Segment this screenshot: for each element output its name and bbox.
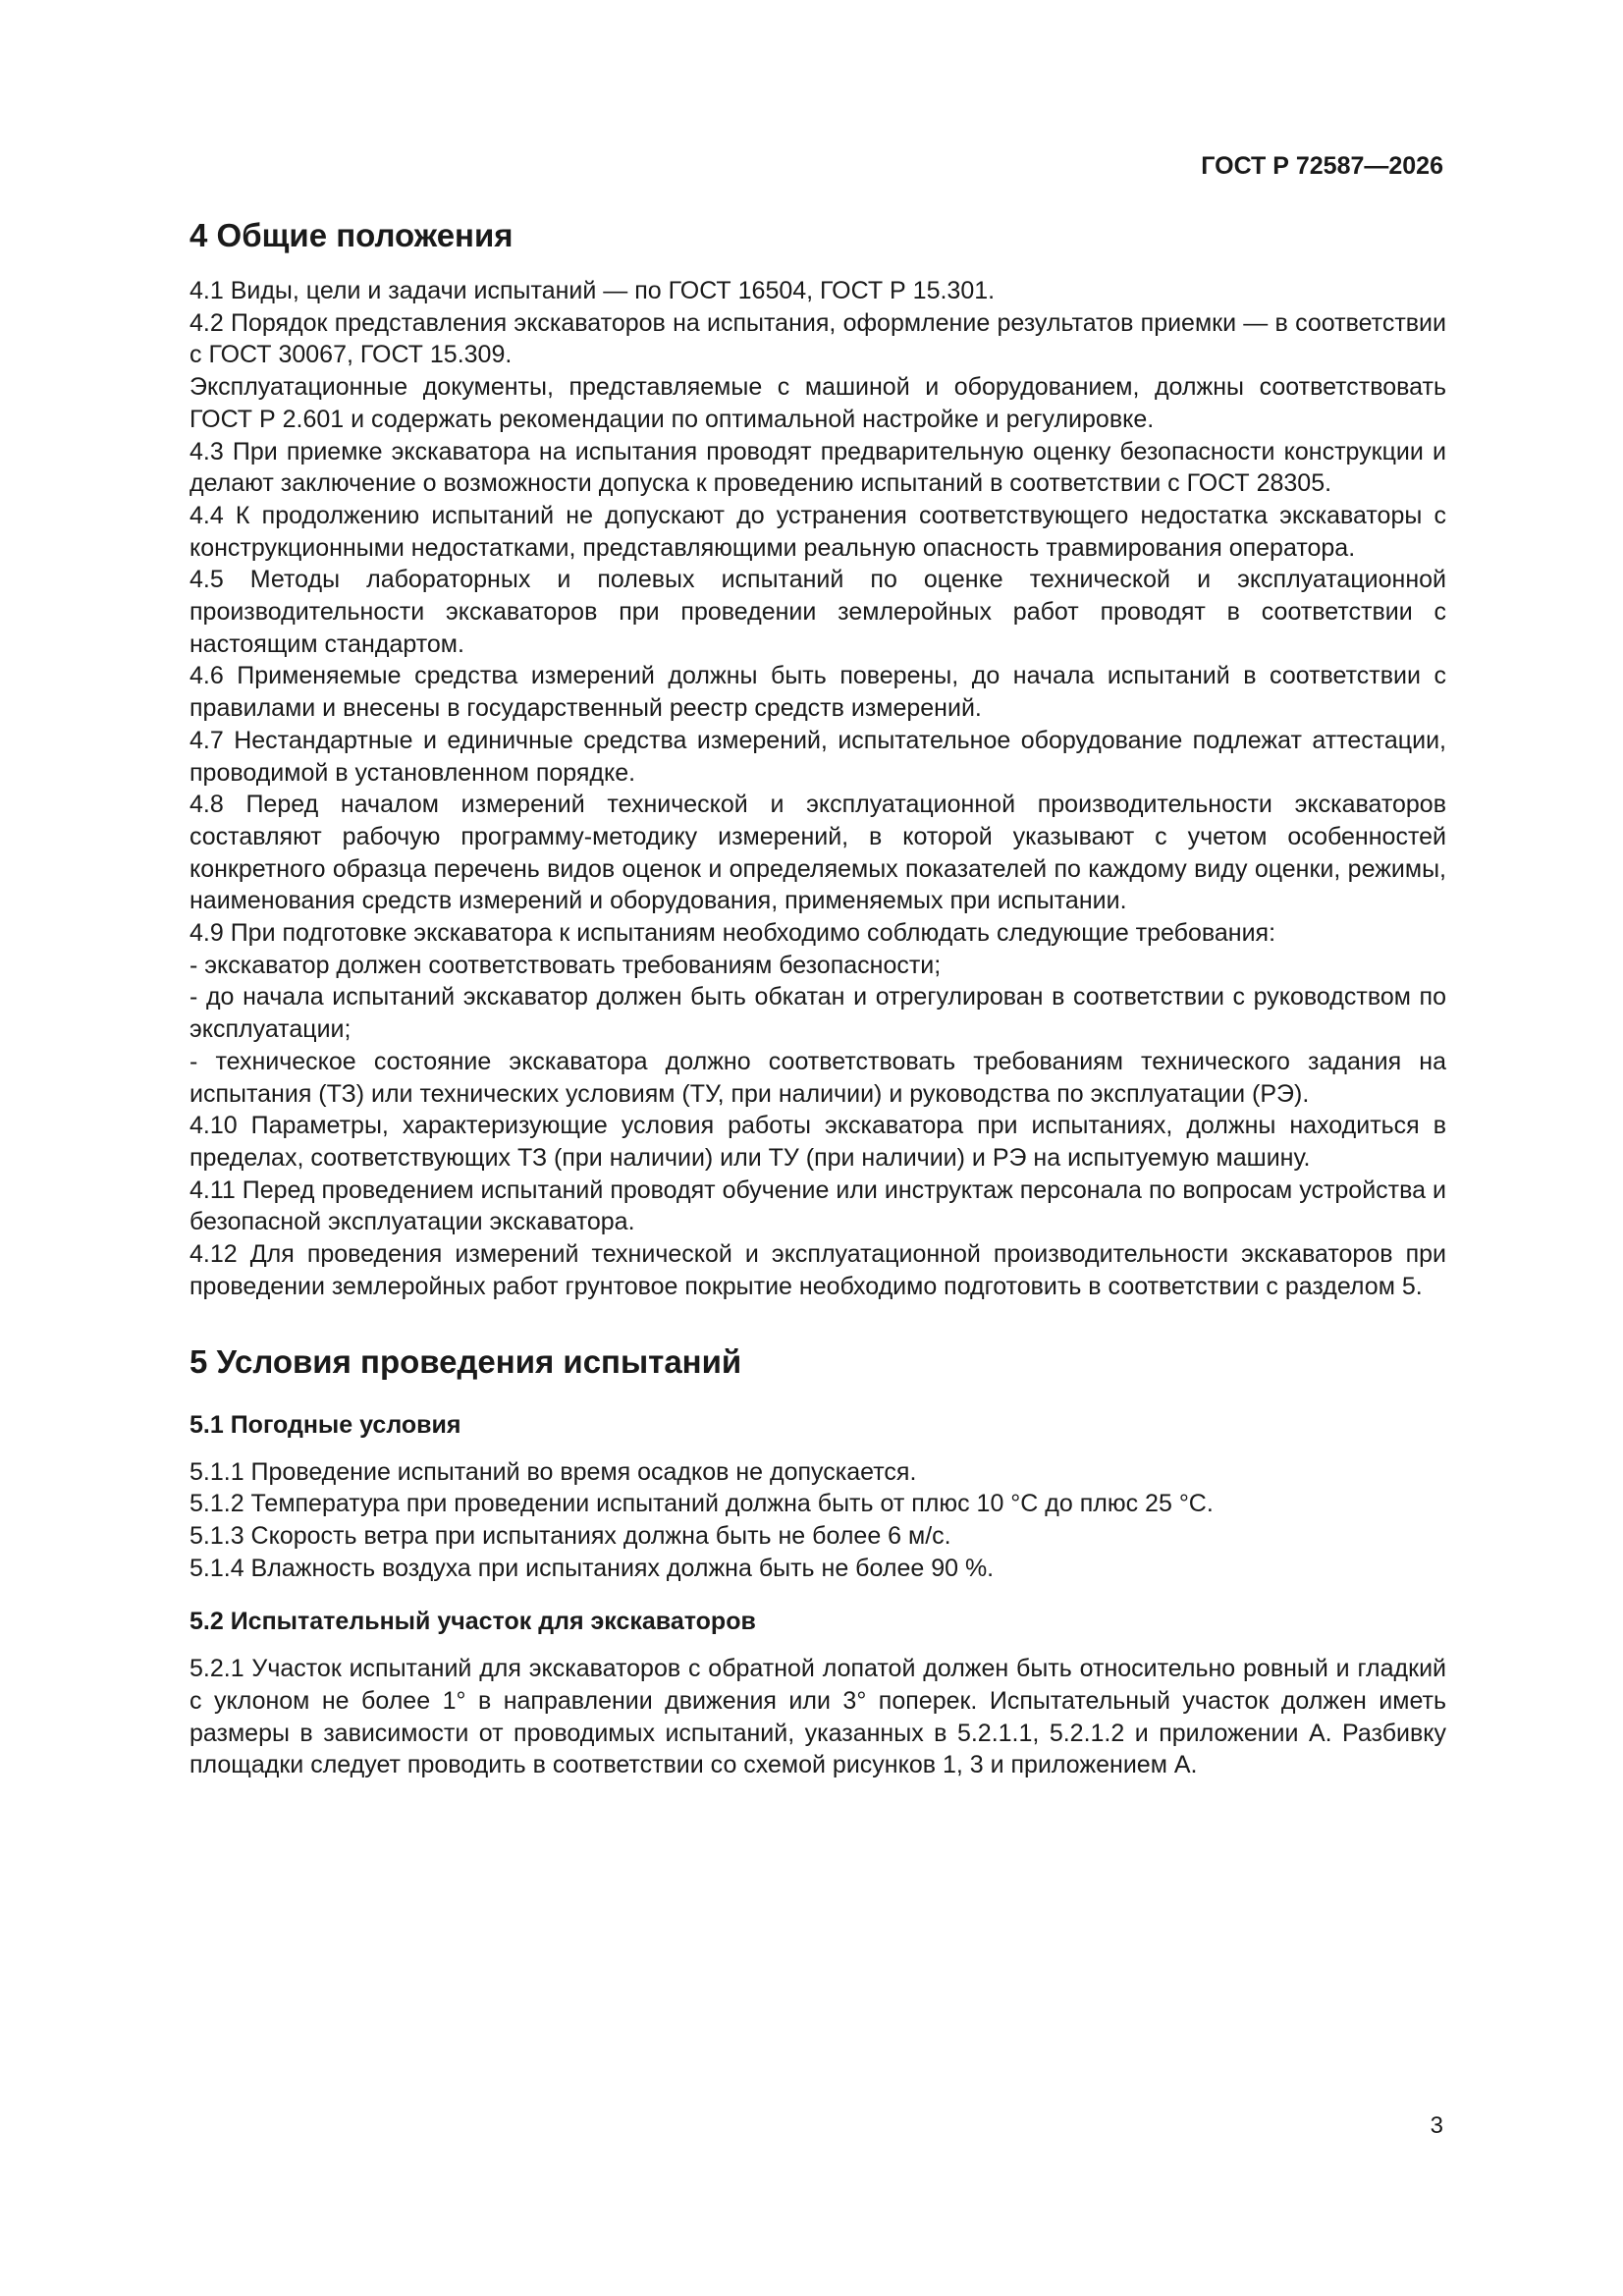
subsection-5-2-title: 5.2 Испытательный участок для экскаваторов: [189, 1608, 756, 1636]
paragraph-5-2-1: 5.2.1 Участок испытаний для экскаваторов с обратной лопатой должен быть относительно ровный и гладкий с уклоном не более 1° в направлении движения или 3° поперек. Испытательный участок должен иметь размеры в зависимости от проводимых испытаний, указанных в 5.2.1.1, 5.2.1.2 и приложении А. Разбивку площадки следует проводить в соответствии со схемой рисунков 1, 3 и приложением А.: [189, 1655, 1446, 1779]
paragraph-5-1-3: 5.1.3 Скорость ветра при испытаниях должна быть не более 6 м/с.: [189, 1521, 951, 1550]
paragraph-4-4: 4.4 К продолжению испытаний не допускают до устранения соответствующего недостатка экскаваторы с конструкционными недостатками, представляющими реальную опасность травмирования оператора.: [189, 501, 1446, 562]
list-item-break-in: - до начала испытаний экскаватор должен быть обкатан и отрегулирован в соответствии с руководством по эксплуатации;: [189, 983, 1446, 1044]
paragraph-4-11: 4.11 Перед проведением испытаний проводят обучение или инструктаж персонала по вопросам устройства и безопасной эксплуатации экскаватора.: [189, 1175, 1446, 1236]
paragraph-4-1: 4.1 Виды, цели и задачи испытаний — по ГОСТ 16504, ГОСТ Р 15.301.: [189, 277, 996, 304]
paragraph-4-7: 4.7 Нестандартные и единичные средства измерений, испытательное оборудование подлежат аттестации, проводимой в установленном порядке.: [189, 726, 1446, 787]
paragraph-5-1-2: 5.1.2 Температура при проведении испытаний должна быть от плюс 10 °С до плюс 25 °С.: [189, 1490, 1214, 1518]
document-code: ГОСТ Р 72587—2026: [1201, 152, 1443, 180]
paragraph-4-6: 4.6 Применяемые средства измерений должны быть поверены, до начала испытаний в соответствии с правилами и внесены в государственный реестр средств измерений.: [189, 662, 1446, 723]
page-number: 3: [1430, 2112, 1443, 2139]
paragraph-4-5: 4.5 Методы лабораторных и полевых испытаний по оценке технической и эксплуатационной производительности экскаваторов при проведении землеройных работ проводят в соответствии с настоящим стандартом.: [189, 566, 1446, 658]
paragraph-5-1-4: 5.1.4 Влажность воздуха при испытаниях должна быть не более 90 %.: [189, 1554, 995, 1582]
paragraph-4-2: 4.2 Порядок представления экскаваторов на испытания, оформление результатов приемки — в соответствии с ГОСТ 30067, ГОСТ 15.309.: [189, 308, 1446, 369]
list-item-condition: - техническое состояние экскаватора должно соответствовать требованиям технического задания на испытания (ТЗ) или технических условиям (ТУ, при наличии) и руководства по эксплуатации (РЭ).: [189, 1047, 1446, 1108]
section-4-title: 4 Общие положения: [189, 217, 514, 253]
paragraph-5-1-1: 5.1.1 Проведение испытаний во время осадков не допускается.: [189, 1457, 917, 1486]
subsection-5-1-title: 5.1 Погодные условия: [189, 1410, 461, 1439]
paragraph-4-8: 4.8 Перед началом измерений технической и эксплуатационной производительности экскаваторов составляют рабочую программу-методику измерений, в которой указывают с учетом особенностей конкретного образца перечень видов оценок и определяемых показателей по каждому виду оценки, режимы, наименования средств измерений и оборудования, применяемых при испытании.: [189, 791, 1446, 915]
list-item-safety: - экскаватор должен соответствовать требованиям безопасности;: [189, 951, 942, 979]
paragraph-4-9: 4.9 При подготовке экскаватора к испытаниям необходимо соблюдать следующие требования:: [189, 919, 1276, 948]
section-5-title: 5 Условия проведения испытаний: [189, 1342, 742, 1380]
paragraph-4-10: 4.10 Параметры, характеризующие условия работы экскаватора при испытаниях, должны находиться в пределах, соответствующих ТЗ (при наличии) или ТУ (при наличии) и РЭ на испытуемую машину.: [189, 1112, 1446, 1172]
paragraph-4-2-docs: Эксплуатационные документы, представляемые с машиной и оборудованием, должны соответствовать ГОСТ Р 2.601 и содержать рекомендации по оптимальной настройке и регулировке.: [189, 373, 1446, 433]
page-content: [189, 216, 1446, 1781]
paragraph-4-12: 4.12 Для проведения измерений технической и эксплуатационной производительности экскаваторов при проведении землеройных работ грунтовое покрытие необходимо подготовить в соответствии с разделом 5.: [189, 1240, 1446, 1300]
paragraph-4-3: 4.3 При приемке экскаватора на испытания проводят предварительную оценку безопасности конструкции и делают заключение о возможности допуска к проведению испытаний в соответствии с ГОСТ 28305.: [189, 437, 1446, 498]
